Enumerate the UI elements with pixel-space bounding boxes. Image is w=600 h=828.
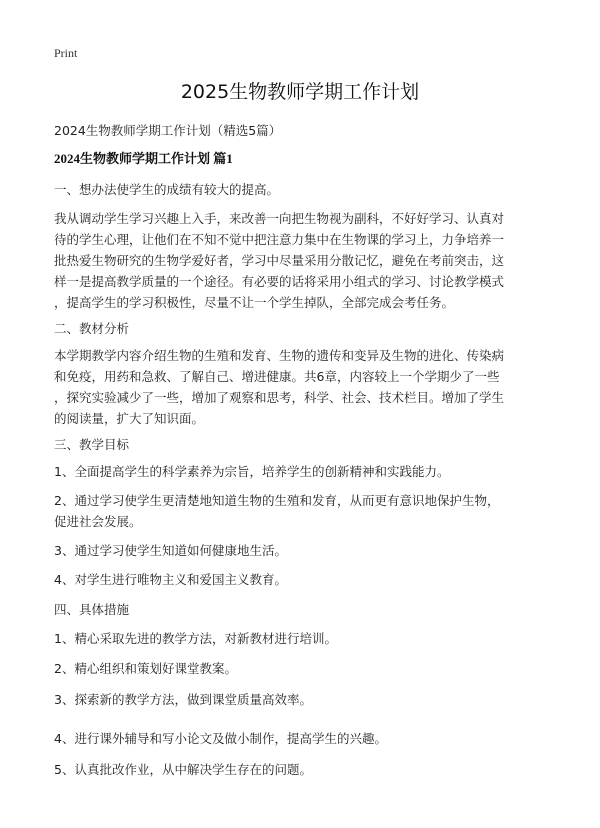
text-line: 本学期教学内容介绍生物的生殖和发育、生物的遗传和变异及生物的进化、传染病 <box>54 348 505 363</box>
text-line: 4、对学生进行唯物主义和爱国主义教育。 <box>54 572 287 587</box>
text-line: 四、具体措施 <box>54 602 130 617</box>
text-line: 我从调动学生学习兴趣上入手，来改善一向把生物视为副科，不好好学习、认真对 <box>54 211 505 226</box>
text-line: 二、教材分析 <box>54 321 130 336</box>
list-item <box>54 759 549 780</box>
text-line: 2、通过学习使学生更清楚地知道生物的生殖和发育，从而更有意识地保护生物， <box>54 493 500 508</box>
text-line: 批热爱生物研究的生物学爱好者，学习中尽量采用分散记忆，避免在考前突击，这 <box>54 253 505 268</box>
document-title: 2025生物教师学期工作计划 <box>180 81 420 103</box>
section-heading <box>54 179 549 200</box>
text-line: 样一是提高教学质量的一个途径。有必要的话将采用小组式的学习、讨论教学模式 <box>54 274 505 289</box>
list-item <box>54 658 549 679</box>
list-item <box>54 628 549 649</box>
document-subtitle: 2024生物教师学期工作计划（精选5篇） <box>54 123 282 138</box>
list-item <box>54 461 549 482</box>
section-heading <box>54 599 549 620</box>
text-line: 待的学生心理，让他们在不知不觉中把注意力集中在生物课的学习上，力争培养一 <box>54 232 505 247</box>
text-line: ，探究实验减少了一些，增加了观察和思考，科学、社会、技术栏目。增加了学生 <box>54 390 505 405</box>
text-line: 的阅读量，扩大了知识面。 <box>54 411 205 426</box>
text-line: 3、通过学习使学生知道如何健康地生活。 <box>54 543 287 558</box>
text-line: 4、进行课外辅导和写小论文及做小制作，提高学生的兴趣。 <box>54 731 387 746</box>
text-line: 三、教学目标 <box>54 437 130 452</box>
list-item <box>54 540 549 561</box>
text-line: 1、全面提高学生的科学素养为宗旨，培养学生的创新精神和实践能力。 <box>54 464 450 479</box>
paragraph <box>54 208 549 313</box>
section-heading <box>54 318 549 339</box>
text-line: 5、认真批改作业，从中解决学生存在的问题。 <box>54 762 312 777</box>
text-line: 3、探索新的教学方法，做到课堂质量高效率。 <box>54 692 312 707</box>
section-heading <box>54 434 549 455</box>
paragraph <box>54 345 549 429</box>
list-item <box>54 490 549 532</box>
part-heading: 2024生物教师学期工作计划 篇1 <box>54 151 233 166</box>
text-line: ，提高学生的学习积极性，尽量不让一个学生掉队，全部完成会考任务。 <box>54 295 455 310</box>
text-line: 一、想办法使学生的成绩有较大的提高。 <box>54 182 280 197</box>
text-line: 1、精心采取先进的教学方法，对新教材进行培训。 <box>54 631 337 646</box>
text-line: 和免疫，用药和急救、了解自己、增进健康。共6章，内容较上一个学期少了一些 <box>54 369 500 384</box>
list-item <box>54 728 549 749</box>
list-item <box>54 689 549 710</box>
text-line: 2、精心组织和策划好课堂教案。 <box>54 661 237 676</box>
print-label: Print <box>54 46 78 60</box>
list-item <box>54 569 549 590</box>
text-line: 促进社会发展。 <box>54 514 142 529</box>
